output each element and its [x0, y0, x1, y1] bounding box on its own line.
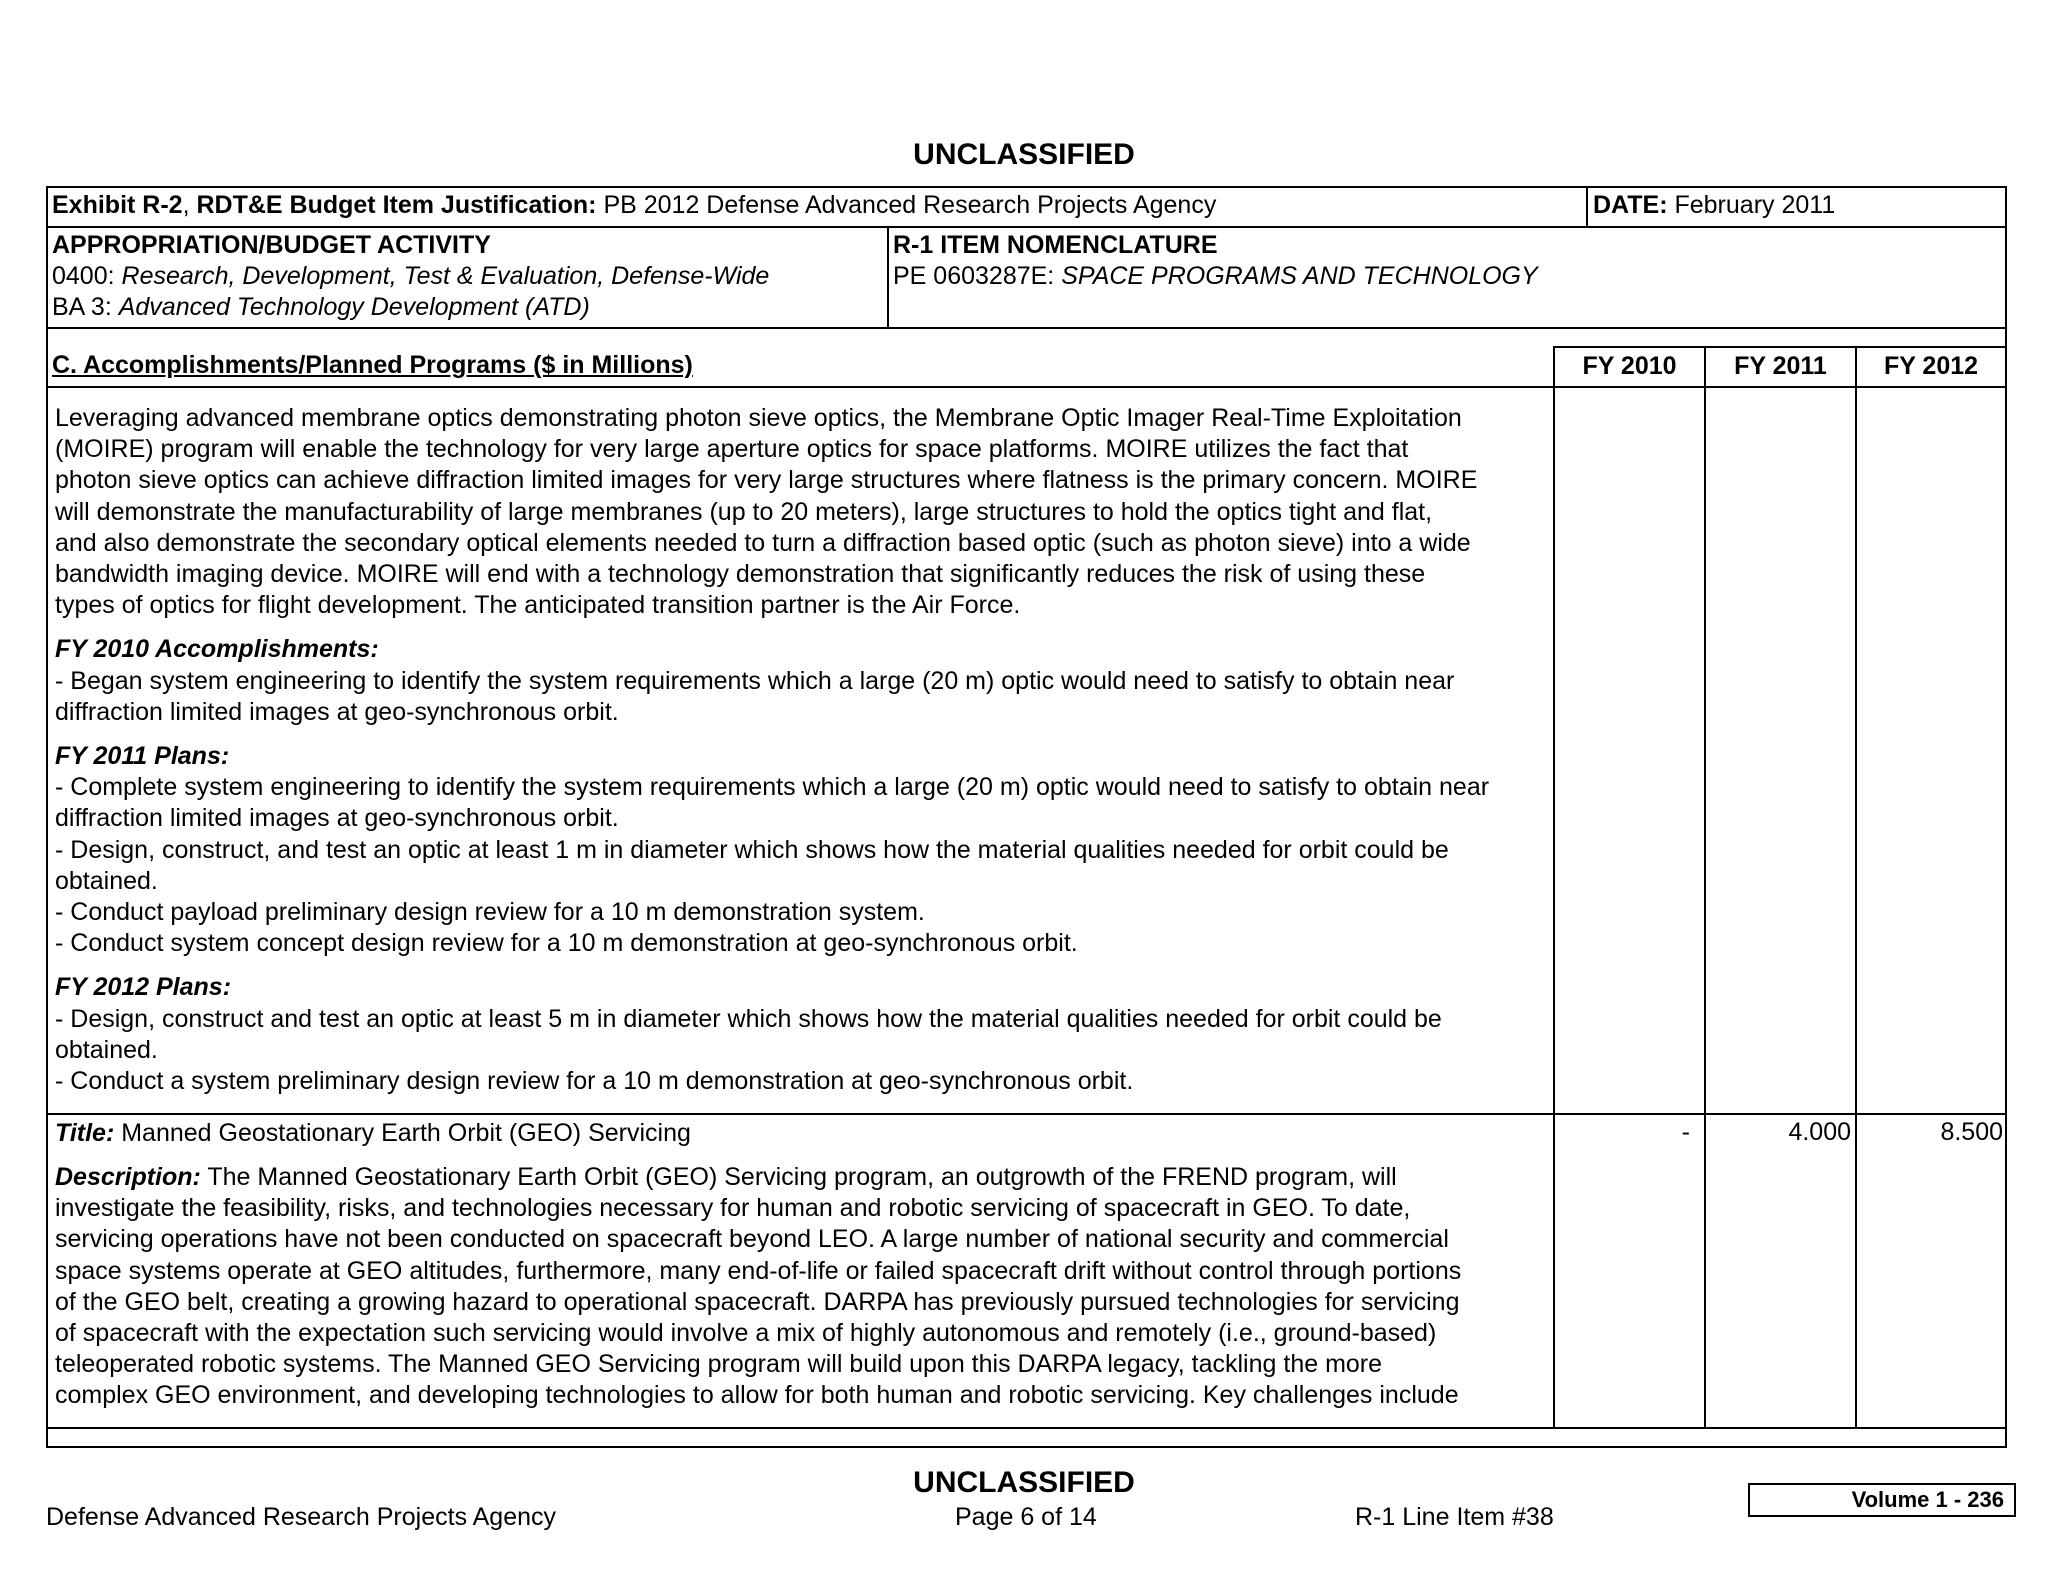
exhibit-label: Exhibit R-2 — [52, 191, 183, 219]
top-classification: UNCLASSIFIED — [913, 138, 1135, 171]
nomenclature-label: R-1 ITEM NOMENCLATURE — [893, 231, 1218, 259]
fy2011-column-left — [1704, 346, 1706, 1429]
appropriation-divider — [46, 327, 2007, 329]
exhibit-sep: , — [182, 191, 197, 219]
geo-description-line: teleoperated robotic systems. The Manned GEO Servicing program will build upon this DARPA legacy, tackling the more — [55, 1350, 1383, 1379]
fy2012-line: obtained. — [55, 1035, 158, 1064]
fy2012-column-left — [1855, 346, 1857, 1429]
fy2012-plans-heading: FY 2012 Plans: — [55, 973, 232, 1002]
fy2011-line: - Design, construct, and test an optic at least 1 m in diameter which shows how the material qualities needed for orbit could be — [55, 835, 1449, 864]
fy2011-plans-heading: FY 2011 Plans: — [55, 742, 230, 771]
table-left-border — [46, 186, 48, 1448]
appropriation-name: Research, Development, Test & Evaluation, Defense-Wide — [121, 262, 770, 290]
moire-intro-line: will demonstrate the manufacturability of large membranes (up to 20 meters), large structures to hold the optics tight and flat, — [55, 497, 1433, 526]
geo-fy2012-value: 8.500 — [1940, 1118, 2003, 1146]
fy2011-line: diffraction limited images at geo-synchronous orbit. — [55, 804, 619, 833]
exhibit-header — [52, 190, 1216, 221]
date-label: DATE: — [1593, 191, 1668, 219]
date-field — [1593, 190, 1835, 221]
moire-intro-line: types of optics for flight development. The anticipated transition partner is the Air Force. — [55, 591, 1021, 620]
fy2012-header: FY 2012 — [1883, 352, 1979, 380]
ba-code: BA 3: — [52, 293, 119, 321]
moire-intro-line: and also demonstrate the secondary optical elements needed to turn a diffraction based optic (such as photon sieve) into a wide — [55, 528, 1471, 557]
geo-description-line: complex GEO environment, and developing technologies to allow for both human and robotic servicing. Key challenges include — [55, 1381, 1459, 1410]
table-right-border — [2005, 186, 2007, 1448]
geo-title-label: Title: — [55, 1119, 115, 1147]
geo-description-line: of spacecraft with the expectation such servicing would involve a mix of highly autonomous and remotely (i.e., ground-based) — [55, 1319, 1437, 1348]
geo-description-label: Description: — [55, 1163, 201, 1191]
footer-agency: Defense Advanced Research Projects Agency — [46, 1503, 557, 1531]
fy2010-line: - Began system engineering to identify the system requirements which a large (20 m) optic would need to satisfy to obtain near — [55, 666, 1455, 695]
fy2011-line: - Conduct system concept design review for a 10 m demonstration at geo-synchronous orbit. — [55, 929, 1078, 958]
geo-description-first-line — [55, 1162, 1555, 1193]
appropriation-label: APPROPRIATION/BUDGET ACTIVITY — [52, 231, 491, 259]
pe-code: PE 0603287E: — [893, 262, 1062, 290]
moire-intro-line: bandwidth imaging device. MOIRE will end with a technology demonstration that significantly reduces the risk of using these — [55, 560, 1426, 589]
geo-fy2010-value: - — [1681, 1118, 1690, 1146]
fy-header-top-border — [1553, 346, 2007, 348]
appropriation-code: 0400: — [52, 262, 122, 290]
bottom-classification: UNCLASSIFIED — [913, 1466, 1135, 1499]
program-element-line — [893, 261, 1538, 292]
ba-name: Advanced Technology Development (ATD) — [118, 293, 590, 321]
header-divider — [46, 226, 2007, 228]
table-bottom-border — [46, 1446, 2007, 1448]
fy2011-line: obtained. — [55, 866, 158, 895]
geo-description-line: space systems operate at GEO altitudes, furthermore, many end-of-life or failed spacecraft drift without control through portions — [55, 1256, 1462, 1285]
fy2010-accomplishments-heading: FY 2010 Accomplishments: — [55, 635, 379, 664]
fy2012-line: - Design, construct and test an optic at least 5 m in diameter which shows how the material qualities needed for orbit could be — [55, 1004, 1442, 1033]
budget-activity-line — [52, 292, 590, 323]
moire-intro-line: Leveraging advanced membrane optics demonstrating photon sieve optics, the Membrane Optic Imager Real-Time Exploitation — [55, 404, 1462, 432]
section-title: C. Accomplishments/Planned Programs ($ in Millions) — [52, 351, 693, 379]
geo-title-value: Manned Geostationary Earth Orbit (GEO) Servicing — [114, 1119, 691, 1147]
footer-page-number: Page 6 of 14 — [955, 1503, 1097, 1531]
moire-program-text — [55, 403, 1555, 1097]
moire-intro-line: (MOIRE) program will enable the technology for very large aperture optics for space platforms. MOIRE utilizes the fact that — [55, 435, 1409, 464]
geo-description-text: The Manned Geostationary Earth Orbit (GEO) Servicing program, an outgrowth of the FREND program, will — [200, 1163, 1397, 1191]
fy2010-header: FY 2010 — [1582, 352, 1677, 380]
fy2012-line: - Conduct a system preliminary design review for a 10 m demonstration at geo-synchronous orbit. — [55, 1067, 1134, 1096]
date-value: February 2011 — [1667, 191, 1836, 219]
fy2011-line: - Complete system engineering to identify the system requirements which a large (20 m) optic would need to satisfy to obtain near — [55, 773, 1490, 802]
row-divider — [46, 1113, 2007, 1115]
footer-line-item: R-1 Line Item #38 — [1355, 1503, 1554, 1531]
appropriation-line — [52, 261, 769, 292]
section-header-divider — [46, 386, 2007, 388]
moire-intro-line: photon sieve optics can achieve diffraction limited images for very large structures where flatness is the primary concern. MOIRE — [55, 466, 1478, 495]
geo-description-line: investigate the feasibility, risks, and technologies necessary for human and robotic servicing of spacecraft in GEO. To date, — [55, 1194, 1411, 1223]
justification-label: RDT&E Budget Item Justification: — [196, 191, 597, 219]
fy2010-line: diffraction limited images at geo-synchronous orbit. — [55, 697, 619, 726]
fy2011-line: - Conduct payload preliminary design review for a 10 m demonstration system. — [55, 898, 925, 927]
justification-value: PB 2012 Defense Advanced Research Projects Agency — [596, 191, 1217, 219]
volume-box: Volume 1 - 236 — [1748, 1483, 2016, 1517]
row-bottom-border — [46, 1427, 2007, 1429]
geo-fy2011-value: 4.000 — [1788, 1118, 1851, 1146]
geo-description — [55, 1162, 1555, 1412]
geo-description-line: servicing operations have not been conducted on spacecraft beyond LEO. A large number of national security and commercial — [55, 1225, 1449, 1254]
nomenclature-divider — [887, 226, 889, 329]
geo-description-line: of the GEO belt, creating a growing hazard to operational spacecraft. DARPA has previously pursued technologies for servicing — [55, 1287, 1460, 1316]
fy2011-header: FY 2011 — [1734, 352, 1827, 380]
date-divider — [1586, 186, 1588, 228]
geo-title — [55, 1118, 691, 1149]
table-top-border — [46, 186, 2007, 188]
pe-name: SPACE PROGRAMS AND TECHNOLOGY — [1061, 262, 1538, 290]
